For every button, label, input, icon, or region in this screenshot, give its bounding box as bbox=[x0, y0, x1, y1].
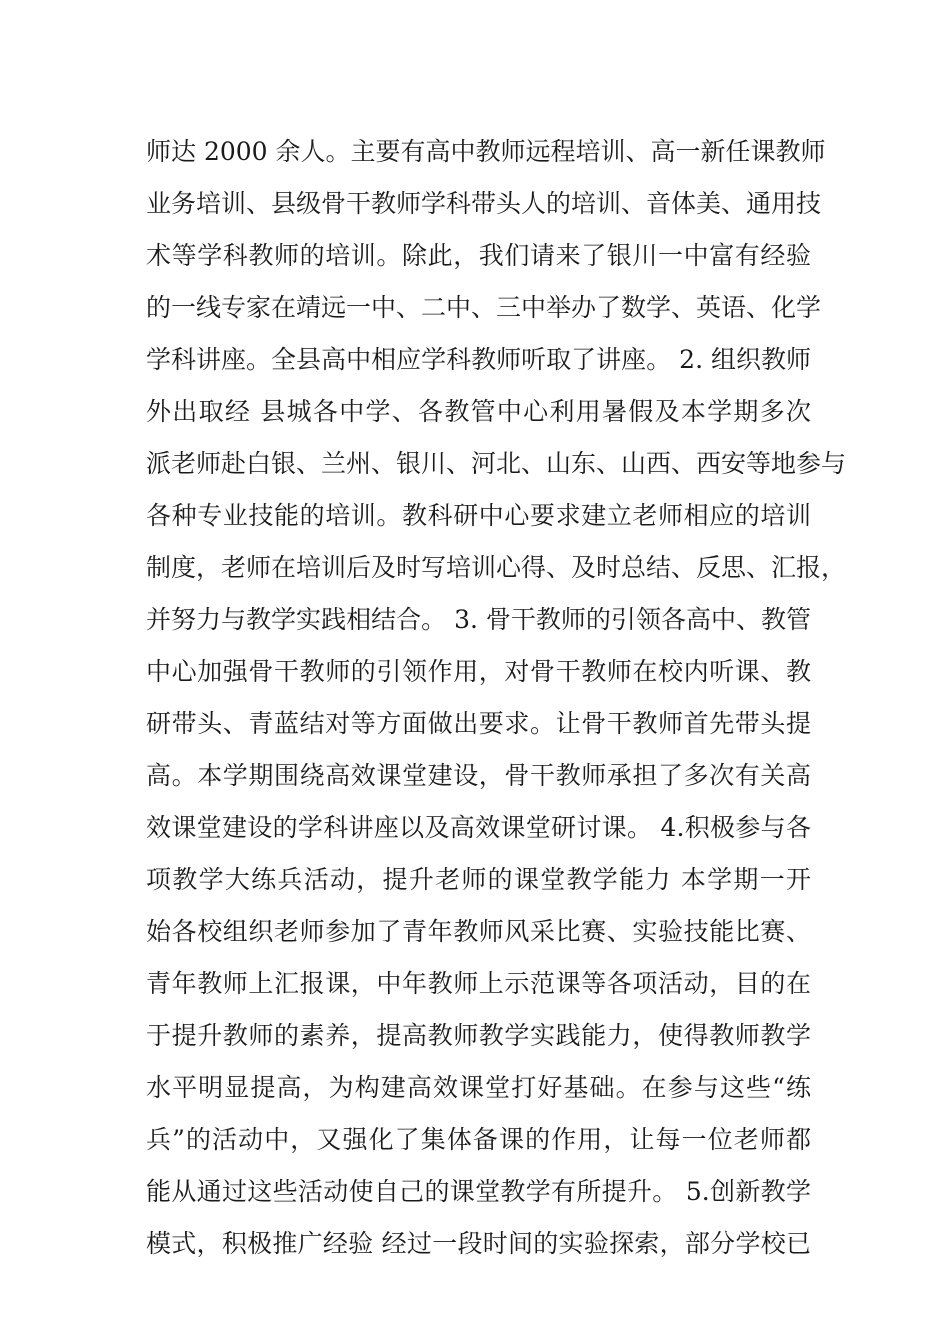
text-line: 水平明显提高，为构建高效课堂打好基础。在参与这些“练 bbox=[146, 1073, 811, 1102]
text-line: 制度，老师在培训后及时写培训心得、及时总结、反思、汇报， bbox=[146, 553, 847, 582]
text-line: 师达 2000 余人。主要有高中教师远程培训、高一新任课教师 bbox=[146, 137, 826, 166]
text-line: 效课堂建设的学科讲座以及高效课堂研讨课。 4.积极参与各 bbox=[146, 813, 811, 842]
text-line: 兵”的活动中，又强化了集体备课的作用，让每一位老师都 bbox=[146, 1125, 811, 1154]
body-text bbox=[146, 126, 847, 1270]
text-line: 研带头、青蓝结对等方面做出要求。让骨干教师首先带头提 bbox=[146, 709, 811, 738]
text-line: 高。本学期围绕高效课堂建设，骨干教师承担了多次有关高 bbox=[146, 761, 811, 790]
text-line: 外出取经 县城各中学、各教管中心利用暑假及本学期多次 bbox=[146, 397, 811, 426]
text-line: 中心加强骨干教师的引领作用，对骨干教师在校内听课、教 bbox=[146, 657, 811, 686]
text-line: 项教学大练兵活动，提升老师的课堂教学能力 本学期一开 bbox=[146, 865, 811, 894]
text-line: 模式，积极推广经验 经过一段时间的实验探索，部分学校已 bbox=[146, 1229, 811, 1258]
text-line: 学科讲座。全县高中相应学科教师听取了讲座。 2. 组织教师 bbox=[146, 345, 811, 374]
text-line: 业务培训、县级骨干教师学科带头人的培训、音体美、通用技 bbox=[146, 189, 822, 218]
text-line: 术等学科教师的培训。除此，我们请来了银川一中富有经验 bbox=[146, 241, 811, 270]
text-line: 并努力与教学实践相结合。 3. 骨干教师的引领各高中、教管 bbox=[146, 605, 811, 634]
text-line: 派老师赴白银、兰州、银川、河北、山东、山西、西安等地参与 bbox=[146, 449, 847, 478]
text-line: 能从通过这些活动使自己的课堂教学有所提升。 5.创新教学 bbox=[146, 1177, 811, 1206]
text-line: 的一线专家在靖远一中、二中、三中举办了数学、英语、化学 bbox=[146, 293, 822, 322]
text-line: 青年教师上汇报课，中年教师上示范课等各项活动，目的在 bbox=[146, 969, 811, 998]
text-line: 于提升教师的素养，提高教师教学实践能力，使得教师教学 bbox=[146, 1021, 811, 1050]
text-line: 始各校组织老师参加了青年教师风采比赛、实验技能比赛、 bbox=[146, 917, 811, 946]
text-line: 各种专业技能的培训。教科研中心要求建立老师相应的培训 bbox=[146, 501, 811, 530]
